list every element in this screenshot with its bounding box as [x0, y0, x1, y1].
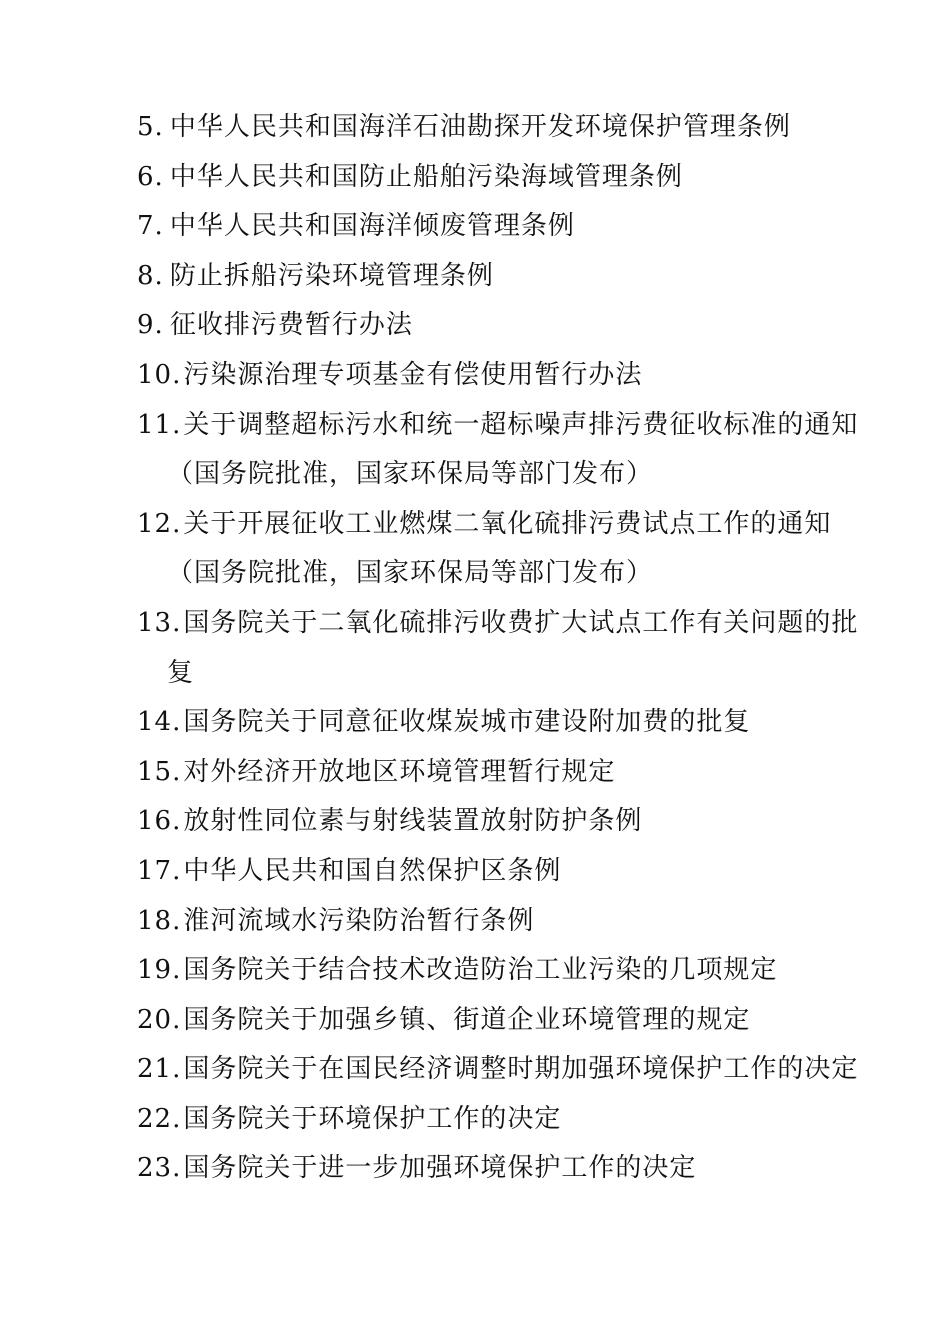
item-number: 6.: [137, 161, 164, 192]
item-text: 国务院关于环境保护工作的决定: [183, 1103, 562, 1134]
item-number: 7.: [137, 211, 164, 242]
list-item: [137, 698, 872, 748]
item-text: 中华人民共和国防止船舶污染海域管理条例: [169, 161, 683, 192]
item-text: 国务院关于在国民经济调整时期加强环境保护工作的决定: [183, 1054, 859, 1085]
item-number: 8.: [137, 260, 164, 291]
item-text: 国务院关于进一步加强环境保护工作的决定: [183, 1153, 697, 1184]
item-number: 5.: [137, 112, 164, 142]
list-item: [137, 1144, 872, 1194]
list-item: [137, 351, 872, 401]
list-item: [137, 153, 872, 203]
item-text: 国务院关于加强乡镇、街道企业环境管理的规定: [183, 1004, 751, 1035]
list-item: [137, 500, 872, 599]
item-number: 13.: [137, 607, 182, 638]
item-text: 征收排污费暂行办法: [169, 310, 413, 341]
item-number: 16.: [137, 806, 182, 837]
item-number: 19.: [137, 955, 182, 986]
item-text: 关于调整超标污水和统一超标噪声排污费征收标准的通知（国务院批准，国家环保局等部门发布）: [167, 409, 859, 490]
item-text: 中华人民共和国海洋倾废管理条例: [169, 211, 575, 242]
list-item: [137, 252, 872, 302]
item-number: 23.: [137, 1153, 182, 1184]
item-number: 18.: [137, 905, 182, 936]
item-text: 污染源治理专项基金有偿使用暂行办法: [183, 359, 643, 390]
list-item: [137, 847, 872, 897]
item-text: 放射性同位素与射线装置放射防护条例: [183, 806, 643, 837]
item-text: 国务院关于二氧化硫排污收费扩大试点工作有关问题的批复: [167, 607, 859, 688]
item-number: 11.: [137, 409, 182, 440]
item-text: 淮河流域水污染防治暂行条例: [183, 905, 535, 936]
item-text: 中华人民共和国自然保护区条例: [183, 855, 562, 886]
item-text: 中华人民共和国海洋石油勘探开发环境保护管理条例: [169, 112, 791, 142]
item-text: 关于开展征收工业燃煤二氧化硫排污费试点工作的通知（国务院批准，国家环保局等部门发布）: [167, 508, 832, 589]
item-number: 20.: [137, 1004, 182, 1035]
item-text: 国务院关于结合技术改造防治工业污染的几项规定: [183, 955, 778, 986]
item-text: 对外经济开放地区环境管理暂行规定: [183, 756, 616, 787]
list-item: [137, 946, 872, 996]
item-number: 9.: [137, 310, 164, 341]
item-text: 防止拆船污染环境管理条例: [169, 260, 494, 291]
item-number: 22.: [137, 1103, 182, 1134]
list-item: [137, 301, 872, 351]
list-item: [137, 1045, 872, 1095]
regulation-list: [137, 103, 872, 1194]
list-item: [137, 1095, 872, 1145]
list-item: [137, 996, 872, 1046]
list-item: [137, 103, 872, 153]
list-item: [137, 748, 872, 798]
list-item: [137, 797, 872, 847]
item-number: 15.: [137, 756, 182, 787]
list-item: [137, 202, 872, 252]
item-text: 国务院关于同意征收煤炭城市建设附加费的批复: [183, 707, 751, 738]
item-number: 12.: [137, 508, 182, 539]
list-item: [137, 897, 872, 947]
item-number: 14.: [137, 707, 182, 738]
item-number: 21.: [137, 1054, 182, 1085]
list-item: [137, 401, 872, 500]
item-number: 17.: [137, 855, 182, 886]
list-item: [137, 599, 872, 698]
item-number: 10.: [137, 359, 182, 390]
